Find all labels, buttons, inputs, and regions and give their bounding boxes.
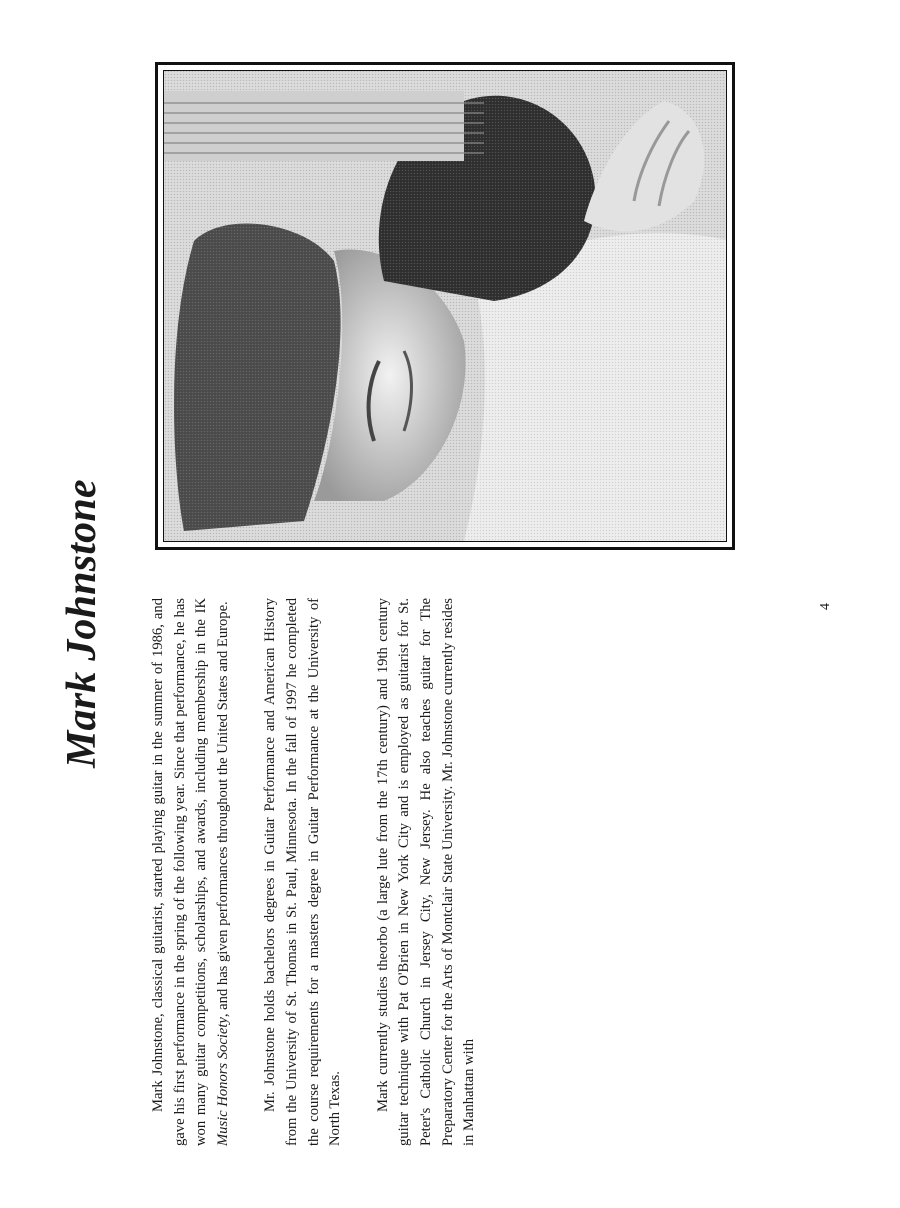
biography-text <box>148 598 507 1146</box>
paragraph-1 <box>148 598 234 1146</box>
photo-illustration <box>164 70 727 541</box>
guitarist-photo <box>163 70 727 542</box>
paragraph-2: Mr. Johnstone holds bachelors degrees in Guitar Performance and American History from the University of St. Thomas in St. Paul, Minnesota. In the fall of 1997 he completed the course requirements for a masters degree in Guitar Performance at the University of North Texas. <box>262 598 344 1146</box>
guitarist-photo-frame <box>155 62 735 550</box>
page-title: Mark Johnstone <box>59 479 105 768</box>
paragraph-1-text: Mark Johnstone, classical guitarist, started playing guitar in the summer of 1986, and gave his first performance in the spring of the following year. Since that performance, he has won many guitar competitions, scholarships, and awards, including membership in the IK <box>150 598 210 1146</box>
page-number: 4 <box>818 603 833 610</box>
paragraph-3: Mark currently studies theorbo (a large lute from the 17th century) and 19th century guitar technique with Pat O'Brien in New York City and is employed as guitarist for St. Peter's Catholic Church in Jersey City, New Jersey. He also teaches guitar for The Preparatory Center for the Arts of Montclair State University. Mr. Johnstone currently resides in Manhattan with <box>374 598 478 1146</box>
honors-society-name: Music Honors Society <box>214 1017 231 1146</box>
paragraph-1-text-end: , and has given performances throughout the United States and Europe. <box>214 601 231 1018</box>
